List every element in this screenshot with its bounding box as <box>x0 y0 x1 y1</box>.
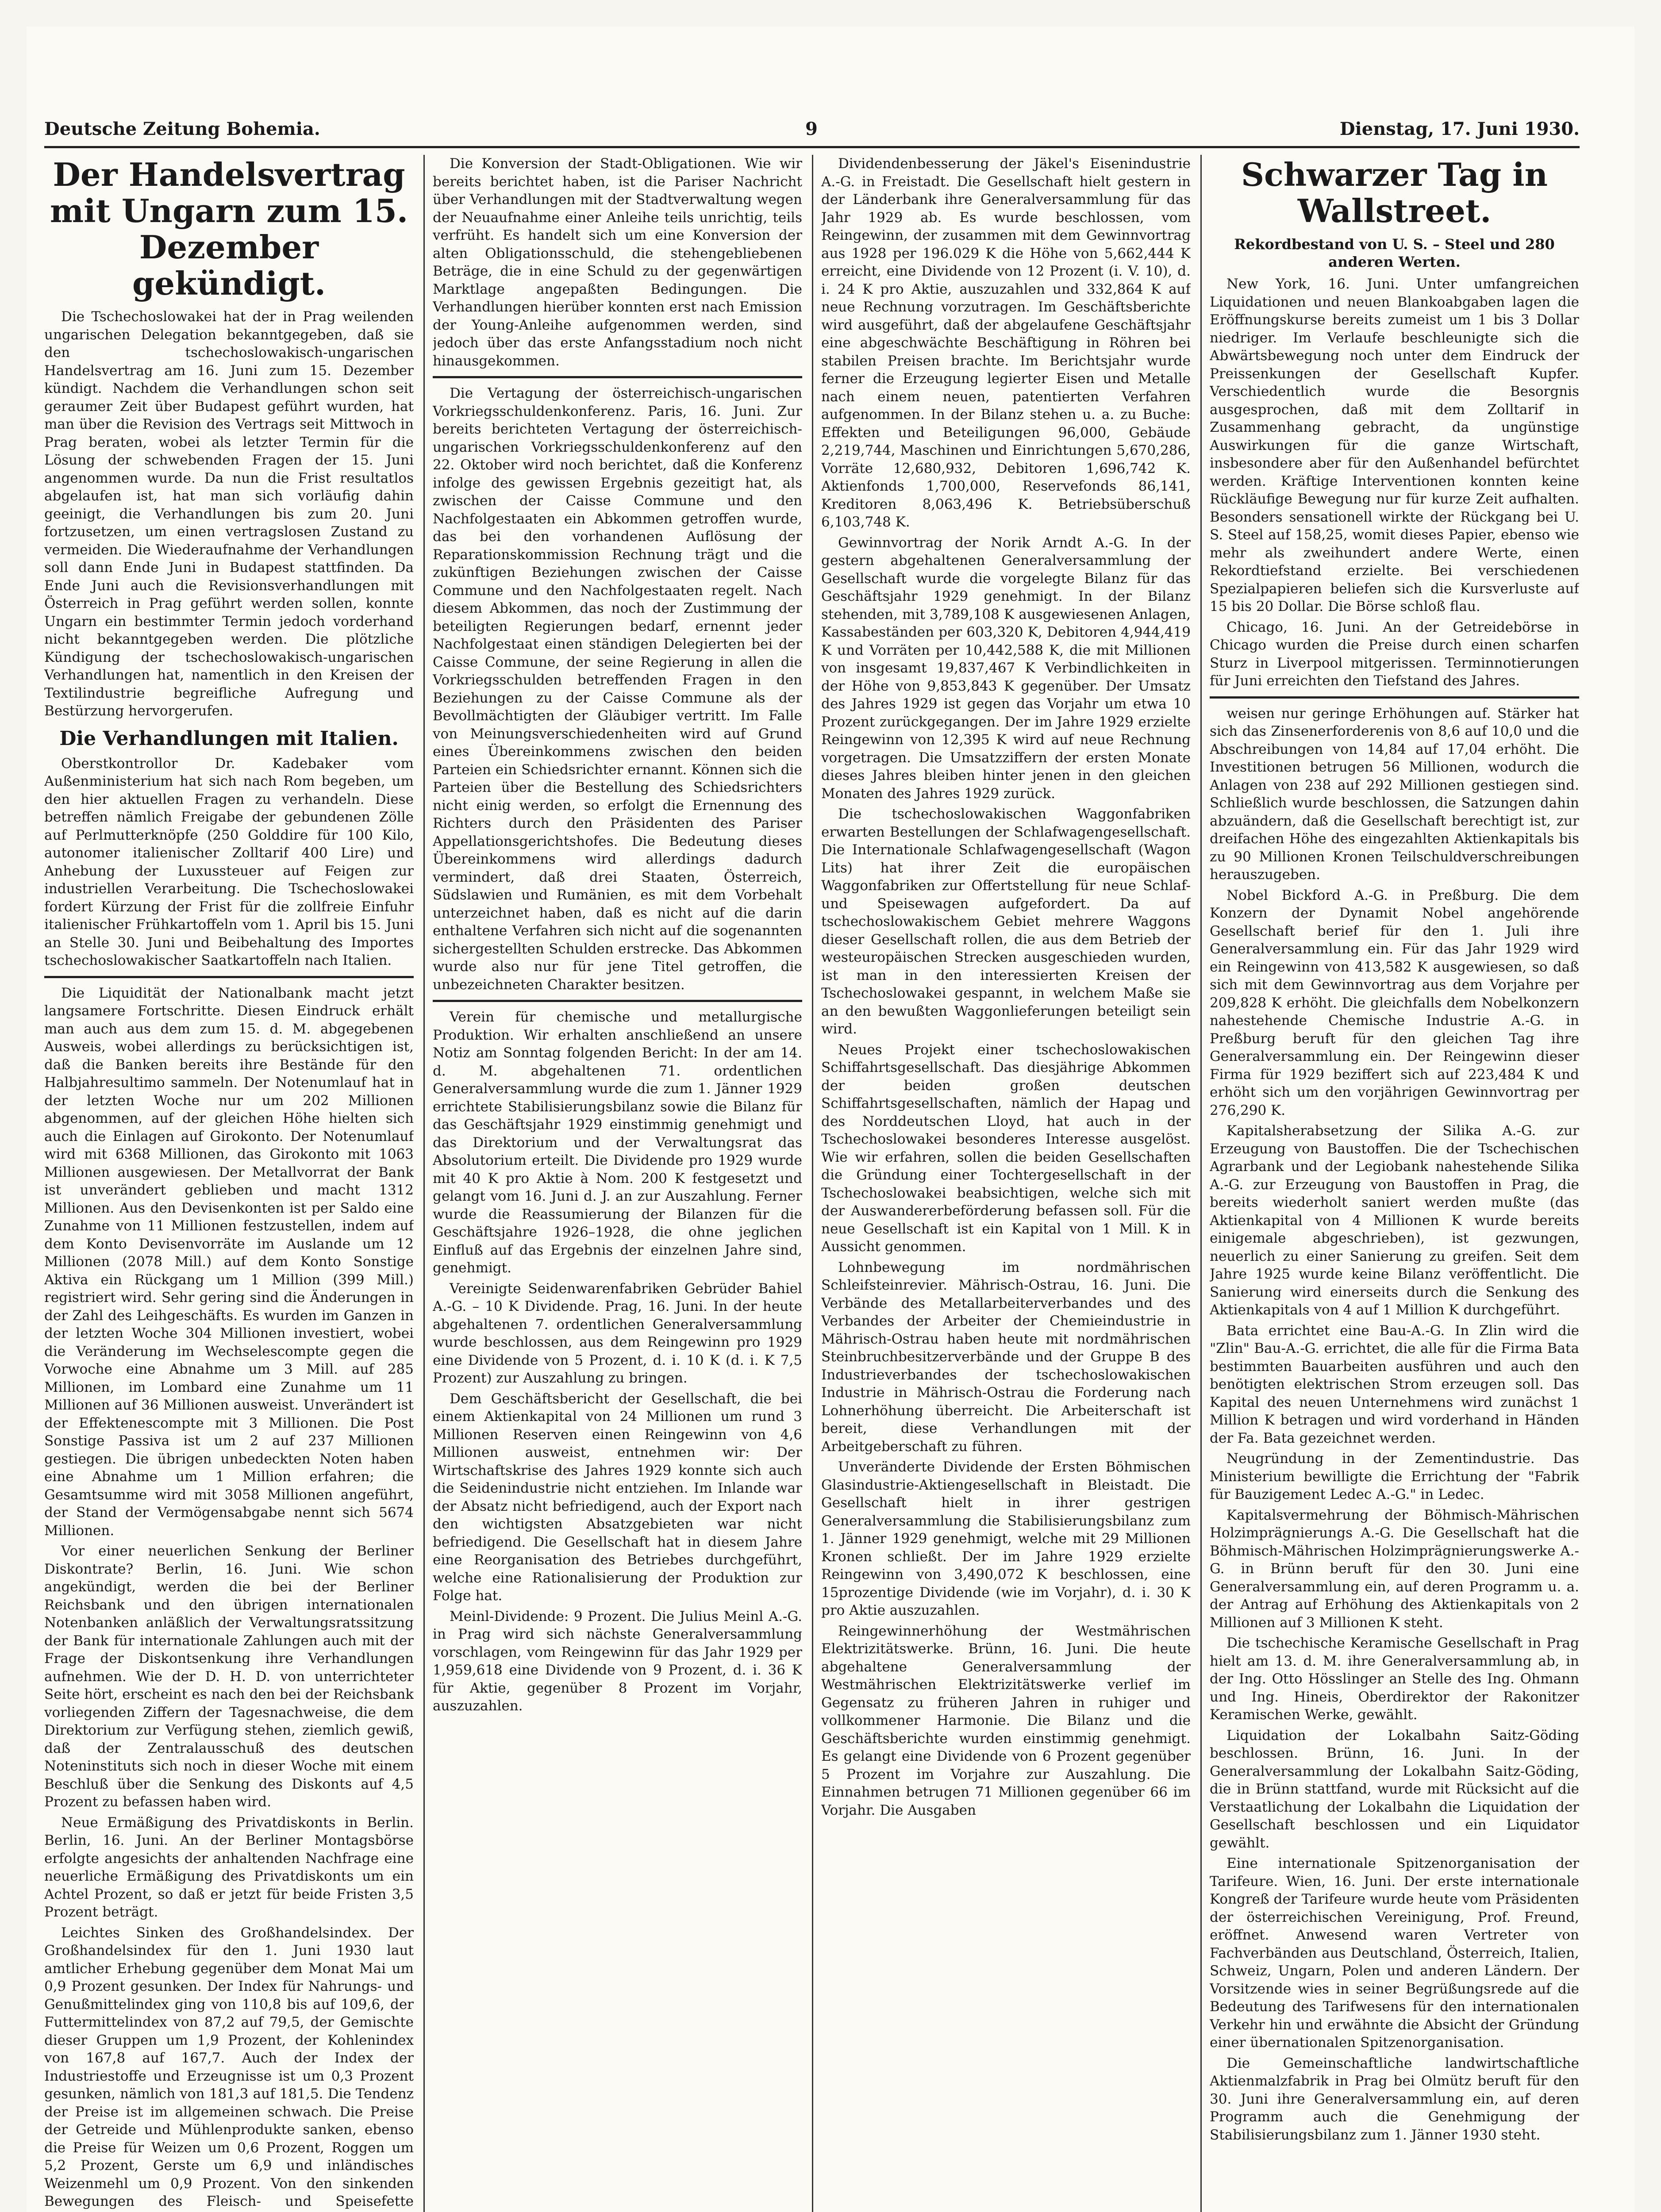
issue-date: Dienstag, 17. Juni 1930. <box>1339 119 1580 139</box>
article-paragraph: Bata errichtet eine Bau-A.-G. In Zlin wird die "Zlin" Bau-A.-G. errichtet, die alle für die Firma Bata bestimmten Bauarbeiten ausführen und auch den benötigten elektrischen Strom erzeugen soll. Das Kapital des neuen Unternehmens wird zunächst 1 Million K betragen und wird vorderhand in Händen der Fa. Bata gezeichnet werden. <box>1210 1322 1579 1446</box>
article-paragraph: Meinl-Dividende: 9 Prozent. Die Julius Meinl A.-G. in Prag wird sich nächste Generalversammlung vorschlagen, vom Reingewinn für das Jahr 1929 per 1,959,618 eine Dividende von 9 Prozent, d. i. 36 K für Aktie, gegenüber 8 Prozent im Vorjahr, auszuzahlen. <box>433 1608 802 1714</box>
headline-trade-treaty: Der Handelsvertrag mit Ungarn zum 15. Dezember gekündigt. <box>50 156 408 302</box>
column-3 <box>821 155 1191 2212</box>
article-paragraph: Neugründung in der Zementindustrie. Das Ministerium bewilligte die Errichtung der "Fabrik für Bauzigement Ledec A.-G." in Ledec. <box>1210 1451 1579 1502</box>
article-paragraph: Die Konversion der Stadt-Obligationen. Wie wir bereits berichtet haben, ist die Pariser Nachricht über Verhandlungen mit der Stadtverwaltung wegen der Neuaufnahme einer Anleihe teils unrichtig, teils verfrüht. Es handelt sich um eine Konversion der alten Obligationsschuld, die stehengebliebenen Beträge, die in eine Schuld zu der gegenwärtigen Marktlage angepaßten Bedingungen. Die Verhandlungen hierüber konnten erst nach Emission der Young-Anleihe aufgenommen werden, sind jedoch über das erste Anfangsstadium noch nicht hinausgekommen. <box>433 156 802 369</box>
column-1 <box>44 155 414 2212</box>
article-paragraph: Reingewinnerhöhung der Westmährischen Elektrizitätswerke. Brünn, 16. Juni. Die heute abgehaltene Generalversammlung der Westmährischen Elektrizitätswerke verlief im Gegensatz zu früheren Jahren in ruhiger und vollkommener Harmonie. Die Bilanz und die Geschäftsberichte wurden einstimmig genehmigt. Es gelangt eine Dividende von 6 Prozent gegenüber 5 Prozent im Vorjahre zur Auszahlung. Die Einnahmen betrugen 71 Millionen gegenüber 66 im Vorjahr. Die Ausgaben <box>821 1623 1191 1818</box>
subheadline-rekord: Rekordbestand von U. S. – Steel und 280 anderen Werten. <box>1234 236 1555 270</box>
article-paragraph: Die Liquidität der Nationalbank macht jetzt langsamere Fortschritte. Diesen Eindruck erhält man auch aus dem zum 15. d. M. abgegebenen Ausweis, wobei allerdings zu berücksichtigen ist, daß die Banken bereits ihre Bestände für den Halbjahresultimo sammeln. Der Notenumlauf hat in der letzten Woche nur um 202 Millionen abgenommen, auf der gleichen Höhe hielten sich auch die Einlagen auf Girokonto. Der Notenumlauf wird mit 6368 Millionen, das Girokonto mit 1063 Millionen ausgewiesen. Der Metallvorrat der Bank ist unverändert geblieben und macht 1312 Millionen. Aus den Devisenkonten ist per Saldo eine Zunahme von 11 Millionen festzustellen, indem auf dem Konto Devisenvorräte im Auslande um 12 Millionen (2078 Mill.) auf dem Konto Sonstige Aktiva ein Rückgang um 1 Million (399 Mill.) registriert wird. Sehr gering sind die Änderungen in der Zahl des Leihgeschäfts. Es wurden im Ganzen in der letzten Woche 304 Millionen investiert, wobei die Veränderung im Wechselescompte gegen die Vorwoche eine Abnahme um 3 Mill. auf 285 Millionen, im Lombard eine Zunahme um 11 Millionen auf 36 Millionen ausweist. Unverändert ist der Effektenescompte mit 3 Millionen. Die Post Sonstige Passiva ist um 2 auf 237 Millionen gestiegen. Die übrigen unbedeckten Noten haben eine Abnahme um 1 Million erfahren; die Gesamtsumme wird mit 3058 Millionen angeführt, der Stand der Vermögensabgabe nennt sich 5674 Millionen. <box>44 985 414 1539</box>
article-paragraph: Vereinigte Seidenwarenfabriken Gebrüder Bahiel A.-G. – 10 K Dividende. Prag, 16. Juni. In der heute abgehaltenen 7. ordentlichen Generalversammlung wurde beschlossen, aus dem Reingewinn pro 1929 eine Dividende von 5 Prozent, d. i. 10 K (d. i. K 7,5 Prozent) zur Auszahlung zu bringen. <box>433 1280 802 1386</box>
column-rule <box>1200 155 1202 2212</box>
article-separator <box>433 376 802 378</box>
article-paragraph: Chicago, 16. Juni. An der Getreidebörse in Chicago wurden die Preise durch einen scharfen Sturz in Liverpool mitgerissen. Terminnotierungen für Juni erreichten den Tiefstand des Jahres. <box>1210 619 1579 689</box>
article-paragraph: Oberstkontrollor Dr. Kadebaker vom Außenministerium hat sich nach Rom begeben, um den hier aktuellen Fragen zu verhandeln. Diese betreffen nämlich Freigabe der gebundenen Zölle auf Perlmutterknöpfe (250 Golddire für 100 Kilo, autonomer italienischer Zolltarif 400 Lire) und Anhebung der Luxussteuer auf Feigen zur industriellen Verarbeitung. Die Tschechoslowakei fordert Kürzung der Frist für die zollfreie Einfuhr italienischer Frühkartoffeln vom 1. April bis 15. Juni an Stelle 30. Juni und Beibehaltung des Importes tschechoslowakischer Saatkartoffeln nach Italien. <box>44 755 414 968</box>
article-paragraph: Die Vertagung der österreichisch-ungarischen Vorkriegsschuldenkonferenz. Paris, 16. Juni. Zur bereits berichteten Vertagung der österreichisch-ungarischen Vorkriegsschuldenkonferenz auf den 22. Oktober wird noch berichtet, daß die Konferenz infolge des gewissen Ergebnis gezeitigt hat, als zwischen der Caisse Commune und den Nachfolgestaaten ein Abkommen getroffen wurde, das bei den vorhandenen Auflösung der Reparationskommission Rechnung trägt und die zukünftigen Beziehungen zwischen der Caisse Commune und den Nachfolgestaaten regelt. Nach diesem Abkommen, das noch der Zustimmung der beteiligten Regierungen bedarf, ernennt jeder Nachfolgestaat einen ständigen Delegierten bei der Caisse Commune, der seine Regierung in allen die Vorkriegsschulden betreffenden Fragen in den Beziehungen zu der Caisse Commune als der Bevollmächtigten der Gläubiger vertritt. Im Falle von Meinungsverschiedenheiten wird auf Grund eines Übereinkommens zwischen den beiden Parteien ein Schiedsrichter ernannt. Können sich die Parteien über die Bestellung des Schiedsrichters nicht einig werden, so erfolgt die Ernennung des Richters durch den Präsidenten des Pariser Appellationsgerichtshofes. Die Bedeutung dieses Übereinkommens wird allerdings dadurch vermindert, daß drei Staaten, Österreich, Südslawien und Rumänien, es mit dem Vorbehalt unterzeichnet haben, daß es nicht auf die darin enthaltene Verfahren sich nicht auf die sogenannten sichergestellten Schulden erstrecke. Das Abkommen wurde also nur für jene Titel getroffen, die unbezeichneten Charakter besitzen. <box>433 385 802 993</box>
column-rule <box>423 155 425 2212</box>
article-paragraph: Leichtes Sinken des Großhandelsindex. Der Großhandelsindex für den 1. Juni 1930 laut amtlicher Erhebung gegenüber dem Monat Mai um 0,9 Prozent gesunken. Der Index für Nahrungs- und Genußmittelindex ging von 110,8 bis auf 109,6, der Futtermittelindex von 87,2 auf 79,5, der Gemischte dieser Gruppen um 1,9 Prozent, der Kohlenindex von 167,8 auf 167,7. Auch der Index der Industriestoffe und Erzeugnisse ist um 0,3 Prozent gesunken, nämlich von 181,3 auf 181,5. Die Tendenz der Preise ist im allgemeinen schwach. Die Preise der Getreide und Mühlenprodukte sanken, ebenso die Preise für Weizen um 0,6 Prozent, Roggen um 5,2 Prozent, Gerste um 6,9 und inländisches Weizenmehl um 0,9 Prozent. Von den sinkenden Bewegungen des Fleisch- und Speisefette <box>44 1924 414 2209</box>
subheadline-italy: Die Verhandlungen mit Italien. <box>59 727 399 750</box>
article-paragraph: Die Tschechoslowakei hat der in Prag weilenden ungarischen Delegation bekanntgegeben, daß sie den tschechoslowakisch-ungarischen Handelsvertrag am 16. Juni zum 15. Dezember kündigt. Nachdem die Verhandlungen schon seit geraumer Zeit über Budapest geführt wurden, hat man über die Revision des Vertrags seit Mittwoch in Prag beraten, wobei als letzter Termin für die Lösung der schwebenden Fragen der 15. Juni angenommen wurde. Da nun die Frist resultatlos abgelaufen ist, hat man sich vorläufig dahin geeinigt, die Verhandlungen bis zum 20. Juni fortzusetzen, um einen vertragslosen Zustand zu vermeiden. Die Wiederaufnahme der Verhandlungen soll dann Ende Juni in Budapest stattfinden. Da Ende Juni auch die Revisionsverhandlungen mit Österreich in Prag geführt werden sollen, konnte Ungarn ein bestimmter Termin jedoch vorderhand nicht bekanntgegeben werden. Die plötzliche Kündigung der tschechoslowakisch-ungarischen Verhandlungen hat, namentlich in den Kreisen der Textilindustrie begreifliche Aufregung und Bestürzung hervorgerufen. <box>44 309 414 719</box>
article-paragraph: Neues Projekt einer tschechoslowakischen Schiffahrtsgesellschaft. Das diesjährige Abkommen der beiden großen deutschen Schiffahrtsgesellschaften, nämlich der Hapag und des Norddeutschen Lloyd, hat auch in der Tschechoslowakei besonderes Interesse ausgelöst. Wie wir erfahren, sollen die beiden Gesellschaften die Gründung einer Tochtergesellschaft in der Tschechoslowakei beabsichtigen, welche sich mit der Auswandererbeförderung befassen soll. Für die neue Gesellschaft ist ein Kapital von 1 Mill. K in Aussicht genommen. <box>821 1041 1191 1255</box>
article-paragraph: Vor einer neuerlichen Senkung der Berliner Diskontrate? Berlin, 16. Juni. Wie schon angekündigt, werden die bei der Berliner Reichsbank und den übrigen internationalen Notenbanken anläßlich der Verwaltungsratssitzung der Bank für internationale Zahlungen auch mit der Frage der Diskontsenkung ihre Verhandlungen aufnehmen. Wie der D. H. D. von unterrichteter Seite hört, erscheint es nach den bei der Reichsbank vorliegenden Ziffern der Tagesnachweise, die dem Direktorium zur Verfügung stehen, ziemlich gewiß, daß der Zentralausschuß des deutschen Noteninstituts sich noch in dieser Woche mit einem Beschluß über die Senkung des Diskonts auf 4,5 Prozent zu befassen haben wird. <box>44 1543 414 1810</box>
page-number: 9 <box>805 119 818 139</box>
article-paragraph: Eine internationale Spitzenorganisation der Tarifeure. Wien, 16. Juni. Der erste internationale Kongreß der Tarifeure wurde heute vom Präsidenten der österreichischen Vereinigung, Prof. Freund, eröffnet. Anwesend waren Vertreter von Fachverbänden aus Deutschland, Österreich, Italien, Schweiz, Ungarn, Polen und anderen Ländern. Der Vorsitzende wies in seiner Begrüßungsrede auf die Bedeutung des Tarifwesens für den internationalen Verkehr hin und erwähnte die Absicht der Gründung einer übernationalen Spitzenorganisation. <box>1210 1855 1579 2051</box>
column-rule <box>812 155 813 2212</box>
article-separator <box>433 1000 802 1002</box>
article-paragraph: Kapitalsvermehrung der Böhmisch-Mährischen Holzimprägnierungs A.-G. Die Gesellschaft hat die Böhmisch-Mährischen Holzimprägnierungswerke A.-G. in Brünn beruft für den 30. Juni eine Generalversammlung ein, auf deren Programm u. a. der Antrag auf Erhöhung des Aktienkapitals von 2 Millionen auf 3 Millionen K steht. <box>1210 1507 1579 1631</box>
article-paragraph: Unveränderte Dividende der Ersten Böhmischen Glasindustrie-Aktiengesellschaft in Bleistadt. Die Gesellschaft hielt in ihrer gestrigen Generalversammlung die Stabilisierungsbilanz zum 1. Jänner 1929 genehmigt, welche mit 29 Millionen Kronen schließt. Der im Jahre 1929 erzielte Reingewinn von 3,490,072 K beschlossen, eine 15prozentige Dividende (wie im Vorjahr), d. i. 30 K pro Aktie auszuzahlen. <box>821 1459 1191 1618</box>
headline-wallstreet: Schwarzer Tag in Wallstreet. <box>1241 156 1548 230</box>
article-paragraph: Neue Ermäßigung des Privatdiskonts in Berlin. Berlin, 16. Juni. An der Berliner Montagsbörse erfolgte angesichts der anhaltenden Nachfrage eine neuerliche Ermäßigung des Privatdiskonts um ein Achtel Prozent, so daß er jetzt für beide Fristen 3,5 Prozent beträgt. <box>44 1814 414 1920</box>
article-paragraph: Kapitalsherabsetzung der Silika A.-G. zur Erzeugung von Baustoffen. Die der Tschechischen Agrarbank und der Legiobank nahestehende Silika A.-G. zur Erzeugung von Baustoffen in Prag, die bereits wiederholt saniert werden mußte (das Aktienkapital von 4 Millionen K wurde bereits einigemale abgeschrieben), ist gezwungen, neuerlich zu einer Sanierung zu greifen. Seit dem Jahre 1925 wurde keine Bilanz veröffentlicht. Die Sanierung wird einerseits durch die Senkung des Aktienkapitals von 4 auf 1 Million K durchgeführt. <box>1210 1123 1579 1318</box>
column-2 <box>433 155 802 2212</box>
article-paragraph: Verein für chemische und metallurgische Produktion. Wir erhalten anschließend an unsere Notiz am Sonntag folgenden Bericht: In der am 14. d. M. abgehaltenen 71. ordentlichen Generalversammlung wurde die zum 1. Jänner 1929 errichtete Stabilisierungsbilanz sowie die Bilanz für das Geschäftsjahr 1929 einstimmig genehmigt und das Direktorium und der Verwaltungsrat das Absolutorium erteilt. Die Dividende pro 1929 wurde mit 40 K pro Aktie à Nom. 200 K festgesetzt und gelangt vom 16. Juni d. J. an zur Auszahlung. Ferner wurde die Reassumierung der Bilanzen für die Geschäftsjahre 1926–1928, die ohne jeglichen Einfluß auf das Ergebnis der einzelnen Jahre sind, genehmigt. <box>433 1009 802 1276</box>
article-paragraph: Lohnbewegung im nordmährischen Schleifsteinrevier. Mährisch-Ostrau, 16. Juni. Die Verbände des Metallarbeiterverbandes und des Verbandes der Arbeiter der Chemieindustrie in Mährisch-Ostrau haben heute mit nordmährischen Steinbruchbesitzerverbände und der Gruppe B des Industrieverbandes der tschechoslowakischen Industrie in Mährisch-Ostrau die Forderung nach Lohnerhöhung überreicht. Die Arbeiterschaft ist bereit, diese Verhandlungen mit der Arbeitgeberschaft zu führen. <box>821 1259 1191 1455</box>
column-4 <box>1210 155 1579 2212</box>
article-paragraph: Die tschechoslowakischen Waggonfabriken erwarten Bestellungen der Schlafwagengesellschaft. Die Internationale Schlafwagengesellschaft (Wagon Lits) hat ihrer Zeit die europäischen Waggonfabriken zur Offertstellung für neue Schlaf- und Speisewagen aufgefordert. Da auf tschechoslowakischem Gebiet mehrere Waggons dieser Gesellschaft rollen, die aus dem Betrieb der westeuropäischen Strecken ausgeschieden wurden, ist man in den interessierten Kreisen der Tschechoslowakei gespannt, in welchem Maße sie an den bewußten Waggonlieferungen beteiligt sein wird. <box>821 806 1191 1037</box>
article-paragraph: Nobel Bickford A.-G. in Preßburg. Die dem Konzern der Dynamit Nobel angehörende Gesellschaft berief für den 1. Juli ihre Generalversammlung ein. Für das Jahr 1929 wird ein Reingewinn von 413,582 K ausgewiesen, so daß sich mit dem Gewinnvortrag aus dem Vorjahre per 209,828 K erhöht. Die gleichfalls dem Nobelkonzern nahestehende Chemische Industrie A.-G. in Preßburg beruft für den gleichen Tag ihre Generalversammlung ein. Der Reingewinn dieser Firma für 1929 beziffert sich auf 223,484 K und erhöht sich um den vorjährigen Gewinnvortrag per 276,290 K. <box>1210 887 1579 1118</box>
article-paragraph: Die Gemeinschaftliche landwirtschaftliche Aktienmalzfabrik in Prag bei Olmütz beruft für den 30. Juni ihre Generalversammlung ein, auf deren Programm auch die Genehmigung der Stabilisierungsbilanz zum 1. Jänner 1930 steht. <box>1210 2055 1579 2143</box>
article-paragraph: New York, 16. Juni. Unter umfangreichen Liquidationen und neuen Blankoabgaben lagen die Eröffnungskurse bereits zumeist um 1 bis 3 Dollar niedriger. Im Verlaufe beschleunigte sich die Abwärtsbewegung noch unter dem Eindruck der Preissenkungen der Gesellschaft Kupfer. Verschiedentlich wurde die Besorgnis ausgesprochen, daß mit dem Zolltarif in Zusammenhang gebracht, da ungünstige Auswirkungen für die ganze Wirtschaft, insbesondere aber für den Außenhandel befürchtet werden. Kräftige Interventionen konnten keine Rückläufige Bewegung nur für kurze Zeit aufhalten. Besonders sensationell wirkte der Rückgang bei U. S. Steel auf 158,25, womit dieses Papier, ebenso wie mehr als zweihundert andere Werte, einen Rekordtiefstand erzielte. Bei verschiedenen Spezialpapieren beliefen sich die Kursverluste auf 15 bis 20 Dollar. Die Börse schloß flau. <box>1210 276 1579 614</box>
article-separator <box>1210 696 1579 699</box>
article-paragraph: weisen nur geringe Erhöhungen auf. Stärker hat sich das Zinsenerforderenis von 8,6 auf 10,0 und die Abschreibungen von 14,84 auf 17,04 erhöht. Die Investitionen betrugen 56 Millionen, wodurch die Anlagen von 238 auf 292 Millionen gestiegen sind. Schließlich wurde beschlossen, die Satzungen dahin abzuändern, daß die Gesellschaft berechtigt ist, zur dreifachen Höhe des eingezahlten Aktienkapitals bis zu 90 Millionen Kronen Teilschuldverschreibungen herauszugeben. <box>1210 705 1579 883</box>
newspaper-name: Deutsche Zeitung Bohemia. <box>44 119 320 139</box>
newspaper-page <box>27 27 1634 2212</box>
article-paragraph: Dividendenbesserung der Jäkel's Eisenindustrie A.-G. in Freistadt. Die Gesellschaft hielt gestern in der Länderbank ihre Generalversammlung für das Jahr 1929 ab. Es wurde beschlossen, vom Reingewinn, der zusammen mit dem Gewinnvortrag aus 1928 per 196.029 K die Höhe von 5,662,444 K erreicht, eine Dividende von 12 Prozent (i. V. 10), d. i. 24 K pro Aktie, auszuzahlen und 332,864 K auf neue Rechnung vorzutragen. Im Geschäftsberichte wird ausgeführt, daß der abgelaufene Geschäftsjahr eine abgeschwächte Beschäftigung in Röhren bei stabilen Preisen brachte. Im Berichtsjahr wurde ferner die Erzeugung legierter Eisen und Metalle nach einem neuen, patentierten Verfahren aufgenommen. In der Bilanz stehen u. a. zu Buche: Effekten und Beteiligungen 96,000, Gebäude 2,219,744, Maschinen und Einrichtungen 5,670,286, Vorräte 12,680,932, Debitoren 1,696,742 K. Aktienfonds 1,700,000, Reservefonds 86,141, Kreditoren 8,063,496 K. Betriebsüberschuß 6,103,748 K. <box>821 156 1191 530</box>
article-paragraph: Gewinnvortrag der Norik Arndt A.-G. In der gestern abgehaltenen Generalversammlung der Gesellschaft wurde die vorgelegte Bilanz für das Geschäftsjahr 1929 genehmigt. In der Bilanz stehenden, mit 3,789,108 K ausgewiesenen Anlagen, Kassabeständen per 603,320 K, Debitoren 4,944,419 K und Vorräten per 10,442,588 K, die mit Millionen von insgesamt 19,837,467 K Verbindlichkeiten in der Höhe von 9,853,843 K gegenüber. Der Umsatz des Jahres 1929 ist gegen das Vorjahr um etwa 10 Prozent zurückgegangen. Der im Jahre 1929 erzielte Reingewinn von 12,395 K wird auf neue Rechnung vorgetragen. Die Umsatzziffern der ersten Monate dieses Jahres bleiben hinter jenen in den gleichen Monaten des Jahres 1929 zurück. <box>821 534 1191 802</box>
article-paragraph: Liquidation der Lokalbahn Saitz-Göding beschlossen. Brünn, 16. Juni. In der Generalversammlung der Lokalbahn Saitz-Göding, die in Brünn stattfand, wurde mit Rücksicht auf die Verstaatlichung der Lokalbahn die Liquidation der Gesellschaft beschlossen und ein Liquidator gewählt. <box>1210 1727 1579 1851</box>
article-separator <box>44 976 414 978</box>
article-paragraph: Die tschechische Keramische Gesellschaft in Prag hielt am 13. d. M. ihre Generalversammlung ab, in der Ing. Otto Hösslinger an Stelle des Ing. Ohmann und Ing. Hineis, Oberdirektor der Rakonitzer Keramischen Werke, gewählt. <box>1210 1635 1579 1723</box>
article-paragraph: Dem Geschäftsbericht der Gesellschaft, die bei einem Aktienkapital von 24 Millionen um rund 3 Millionen Reserven einen Reingewinn von 4,6 Millionen ausweist, entnehmen wir: Der Wirtschaftskrise des Jahres 1929 konnte sich auch die Seidenindustrie nicht entziehen. Im Inlande war der Absatz nicht befriedigend, auch der Export nach den wichtigsten Absatzgebieten war nicht befriedigend. Die Gesellschaft hat in diesem Jahre eine Reorganisation des Betriebes durchgeführt, welche eine Rationalisierung der Produktion zur Folge hat. <box>433 1390 802 1604</box>
page-header <box>44 115 1580 148</box>
